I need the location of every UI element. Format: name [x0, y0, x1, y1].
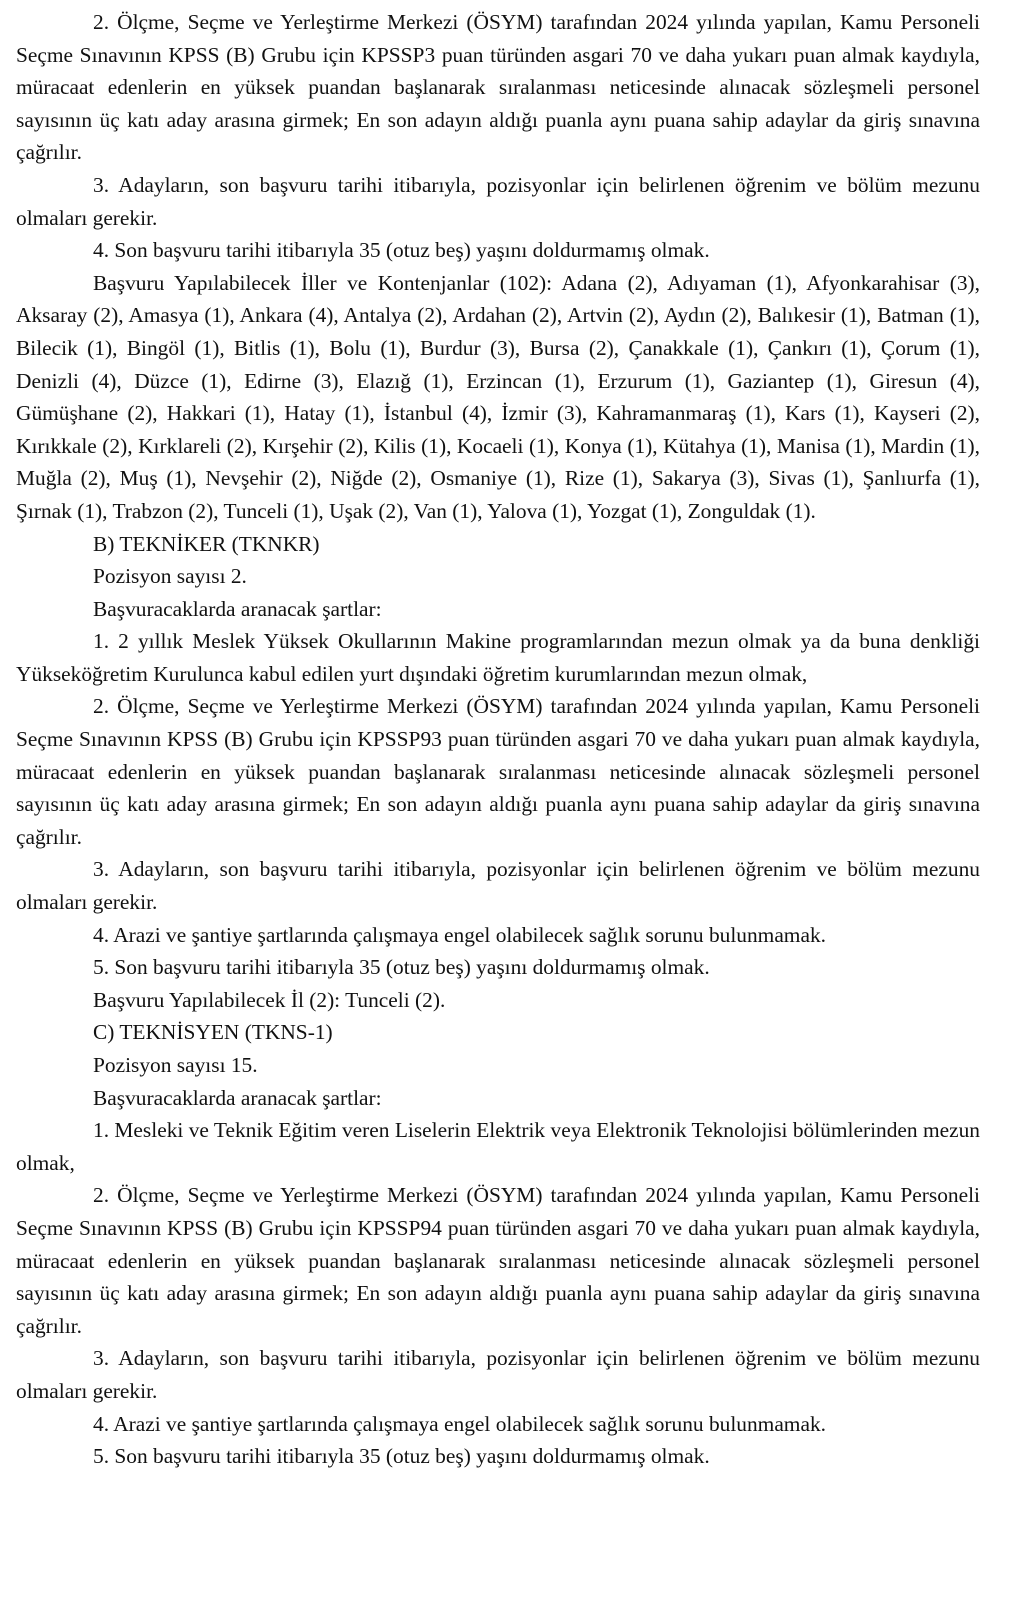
section-heading-teknisyen: C) TEKNİSYEN (TKNS-1) — [93, 1020, 333, 1045]
requirements-heading: Başvuracaklarda aranacak şartlar: — [93, 596, 382, 621]
requirement-health: 4. Arazi ve şantiye şartlarında çalışmaya engel olabilecek sağlık sorunu bulunmamak. — [93, 1411, 826, 1436]
requirement-age: 4. Son başvuru tarihi itibarıyla 35 (otuz beş) yaşını doldurmamış olmak. — [93, 238, 710, 263]
requirement-age: 5. Son başvuru tarihi itibarıyla 35 (otuz beş) yaşını doldurmamış olmak. — [93, 1444, 710, 1469]
position-count: Pozisyon sayısı 15. — [93, 1053, 258, 1077]
province-quota: Başvuru Yapılabilecek İl (2): Tunceli (2). — [93, 987, 446, 1012]
requirement-graduation: 1. 2 yıllık Meslek Yüksek Okullarının Makine programlarından mezun olmak ya da buna denkliği Yükseköğretim Kurulunca kabul edilen yurt dışındaki öğretim kurumlarından mezun olmak, — [16, 629, 980, 686]
section-heading-tekniker: B) TEKNİKER (TKNKR) — [93, 531, 320, 556]
requirement-kpss-score: 2. Ölçme, Seçme ve Yerleştirme Merkezi (ÖSYM) tarafından 2024 yılında yapılan, Kamu Personeli Seçme Sınavının KPSS (B) Grubu için KPSSP94 puan türünden asgari 70 ve daha yukarı puan almak kaydıyla, müracaat edenlerin en yüksek puandan başlanarak sıralanması neticesinde alınacak sözleşmeli personel sayısının üç katı aday arasına girmek; En son adayın aldığı puanla aynı puana sahip adaylar da giriş sınavına çağrılır. — [16, 1183, 980, 1338]
requirement-health: 4. Arazi ve şantiye şartlarında çalışmaya engel olabilecek sağlık sorunu bulunmamak. — [93, 922, 826, 947]
requirement-graduation: 1. Mesleki ve Teknik Eğitim veren Liselerin Elektrik veya Elektronik Teknolojisi bölümlerinden mezun olmak, — [16, 1118, 980, 1175]
requirement-education: 3. Adayların, son başvuru tarihi itibarıyla, pozisyonlar için belirlenen öğrenim ve bölüm mezunu olmaları gerekir. — [16, 1346, 980, 1403]
requirement-kpss-score: 2. Ölçme, Seçme ve Yerleştirme Merkezi (ÖSYM) tarafından 2024 yılında yapılan, Kamu Personeli Seçme Sınavının KPSS (B) Grubu için KPSSP93 puan türünden asgari 70 ve daha yukarı puan almak kaydıyla, müracaat edenlerin en yüksek puandan başlanarak sıralanması neticesinde alınacak sözleşmeli personel sayısının üç katı aday arasına girmek; En son adayın aldığı puanla aynı puana sahip adaylar da giriş sınavına çağrılır. — [16, 694, 980, 849]
requirement-kpss-score: 2. Ölçme, Seçme ve Yerleştirme Merkezi (ÖSYM) tarafından 2024 yılında yapılan, Kamu Personeli Seçme Sınavının KPSS (B) Grubu için KPSSP3 puan türünden asgari 70 ve daha yukarı puan almak kaydıyla, müracaat edenlerin en yüksek puandan başlanarak sıralanması neticesinde alınacak sözleşmeli personel sayısının üç katı aday arasına girmek; En son adayın aldığı puanla aynı puana sahip adaylar da giriş sınavına çağrılır. — [16, 10, 980, 165]
requirement-education: 3. Adayların, son başvuru tarihi itibarıyla, pozisyonlar için belirlenen öğrenim ve bölüm mezunu olmaları gerekir. — [16, 172, 980, 230]
requirements-heading: Başvuracaklarda aranacak şartlar: — [93, 1085, 382, 1110]
requirement-education: 3. Adayların, son başvuru tarihi itibarıyla, pozisyonlar için belirlenen öğrenim ve bölüm mezunu olmaları gerekir. — [16, 857, 980, 915]
provinces-quota-list: Başvuru Yapılabilecek İller ve Kontenjanlar (102): Adana (2), Adıyaman (1), Afyonkarahisar (3), Aksaray (2), Amasya (1), Ankara (4), Antalya (2), Ardahan (2), Artvin (2), Aydın (2), Balıkesir (1), Batman (1), Bilecik (1), Bingöl (1), Bitlis (1), Bolu (1), Burdur (3), Bursa (2), Çanakkale (1), Çankırı (1), Çorum (1), Denizli (4), Düzce (1), Edirne (3), Elazığ (1), Erzincan (1), Erzurum (1), Gaziantep (1), Giresun (4), Gümüşhane (2), Hakkari (1), Hatay (1), İstanbul (4), İzmir (3), Kahramanmaraş (1), Kars (1), Kayseri (2), Kırıkkale (2), Kırklareli (2), Kırşehir (2), Kilis (1), Kocaeli (1), Konya (1), Kütahya (1), Manisa (1), Mardin (1), Muğla (2), Muş (1), Nevşehir (2), Niğde (2), Osmaniye (1), Rize (1), Sakarya (3), Sivas (1), Şanlıurfa (1), Şırnak (1), Trabzon (2), Tunceli (1), Uşak (2), Van (1), Yalova (1), Yozgat (1), Zonguldak (1). — [16, 270, 980, 523]
position-count: Pozisyon sayısı 2. — [93, 564, 247, 589]
requirement-age: 5. Son başvuru tarihi itibarıyla 35 (otuz beş) yaşını doldurmamış olmak. — [93, 955, 710, 980]
